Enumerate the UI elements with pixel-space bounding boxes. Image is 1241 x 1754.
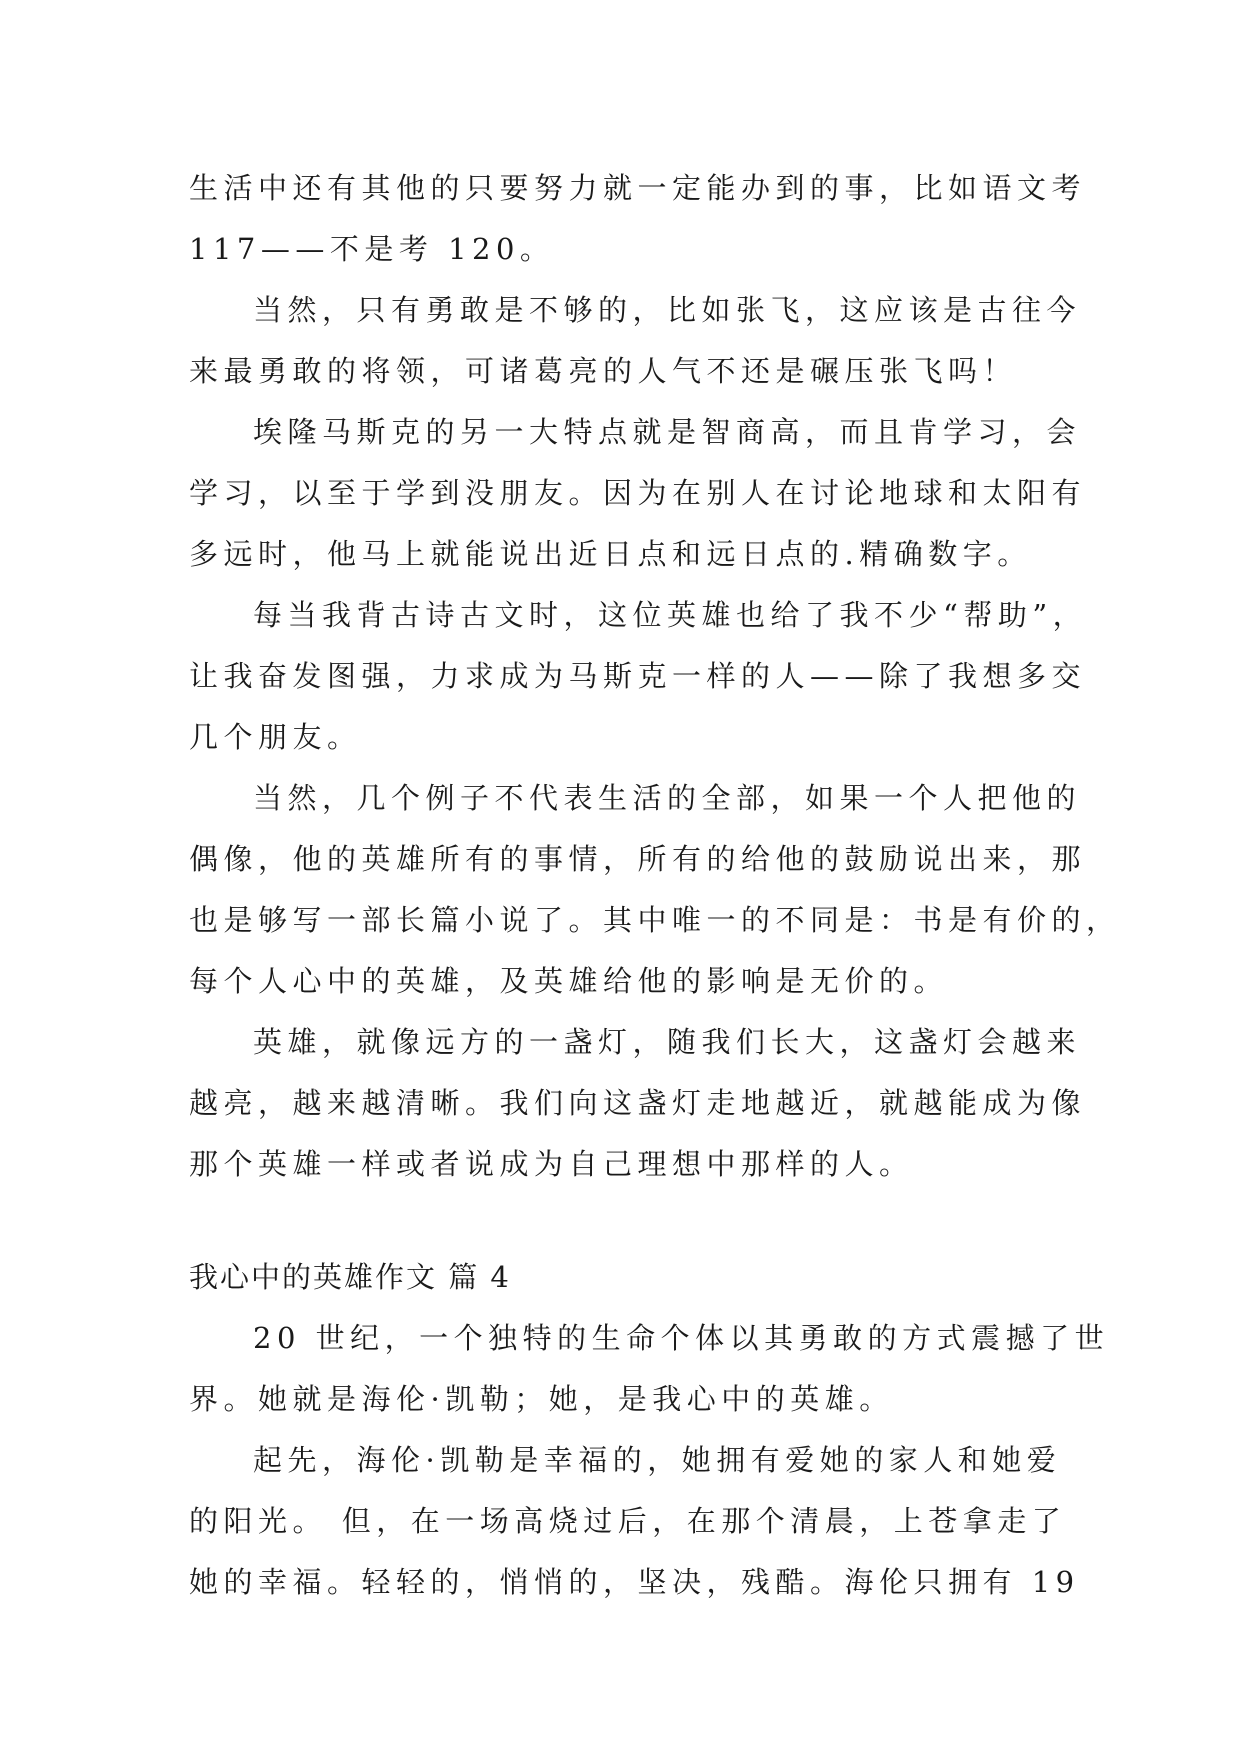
text-line: 每当我背古诗古文时，这位英雄也给了我不少“帮助”， [253, 598, 1088, 632]
text-line: 生活中还有其他的只要努力就一定能办到的事，比如语文考 [189, 171, 1087, 205]
text-line: 来最勇敢的将领，可诸葛亮的人气不还是碾压张飞吗！ [189, 354, 1018, 388]
text-line: 当然，只有勇敢是不够的，比如张飞，这应该是古往今 [253, 293, 1082, 327]
text-line: 偶像，他的英雄所有的事情，所有的给他的鼓励说出来，那 [189, 842, 1087, 876]
text-line: 让我奋发图强，力求成为马斯克一样的人——除了我想多交 [189, 659, 1087, 693]
paragraph [189, 280, 1082, 402]
text-line: 越亮，越来越清晰。我们向这盏灯走地越近，就越能成为像 [189, 1086, 1087, 1120]
text-line: 她的幸福。轻轻的，悄悄的，坚决，残酷。海伦只拥有 19 [189, 1565, 1080, 1599]
section-heading: 我心中的英雄作文 篇 4 [189, 1260, 511, 1294]
paragraph [189, 768, 1121, 1012]
text-line: 也是够写一部长篇小说了。其中唯一的不同是：书是有价的， [189, 903, 1121, 937]
text-line: 起先，海伦·凯勒是幸福的，她拥有爱她的家人和她爱 [253, 1443, 1062, 1477]
paragraph [189, 158, 1087, 280]
paragraph [189, 1308, 1110, 1430]
text-line: 界。她就是海伦·凯勒；她，是我心中的英雄。 [189, 1382, 894, 1416]
paragraph [189, 1430, 1080, 1613]
text-line: 那个英雄一样或者说成为自己理想中那样的人。 [189, 1147, 914, 1181]
text-line: 多远时，他马上就能说出近日点和远日点的.精确数字。 [189, 537, 1032, 571]
text-line: 每个人心中的英雄，及英雄给他的影响是无价的。 [189, 964, 949, 998]
text-line: 埃隆马斯克的另一大特点就是智商高，而且肯学习，会 [253, 415, 1082, 449]
text-line: 20 世纪，一个独特的生命个体以其勇敢的方式震撼了世 [253, 1321, 1110, 1355]
paragraph [189, 585, 1088, 768]
text-line: 几个朋友。 [189, 720, 362, 754]
paragraph [189, 1012, 1087, 1195]
section-spacer [189, 1195, 1051, 1247]
paragraph [189, 402, 1087, 585]
document-body [189, 158, 1121, 1613]
text-line: 英雄，就像远方的一盏灯，随我们长大，这盏灯会越来 [253, 1025, 1082, 1059]
text-line: 学习，以至于学到没朋友。因为在别人在讨论地球和太阳有 [189, 476, 1087, 510]
text-line: 117——不是考 120。 [189, 232, 555, 266]
text-line: 当然，几个例子不代表生活的全部，如果一个人把他的 [253, 781, 1082, 815]
text-line: 的阳光。 但，在一场高烧过后，在那个清晨，上苍拿走了 [189, 1504, 1067, 1538]
